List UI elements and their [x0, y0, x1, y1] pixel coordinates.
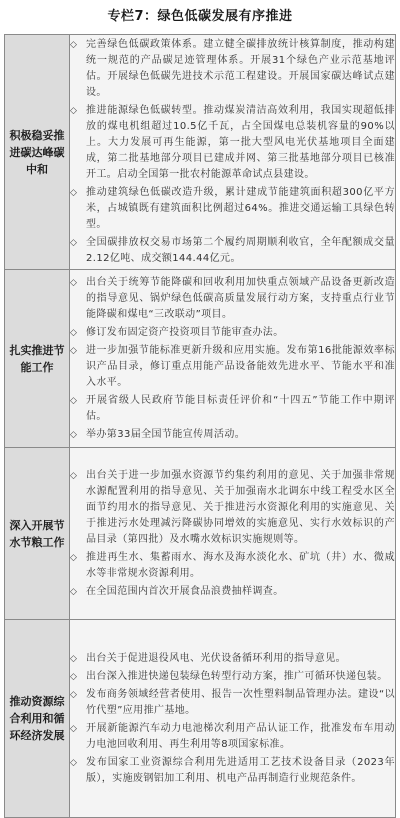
list-item: ◇ 进一步加强节能标准更新升级和应用实施。发布第16批能源效率标识产品目录，修订重点用能产品设备能效先进水平、节能水平和准入水平。 — [70, 344, 395, 388]
diamond-bullet-icon: ◇ — [70, 395, 77, 406]
diamond-bullet-icon: ◇ — [70, 188, 77, 198]
list-item: ◇ 举办第33届全国节能宣传周活动。 — [70, 427, 395, 443]
list-item: ◇ 出台关于统筹节能降碳和回收利用加快重点领域产品设备更新改造的指导意见、锅炉绿色低碳高质量发展行动方案，支持重点行业节能降碳和煤电“三改联动”项目。 — [70, 276, 395, 320]
diamond-bullet-icon: ◇ — [70, 106, 77, 116]
list-item: ◇ 推进再生水、集蓄雨水、海水及海水淡化水、矿坑（井）水、微咸水等非常规水资源利用。 — [70, 551, 395, 579]
diamond-bullet-icon: ◇ — [70, 470, 77, 481]
diamond-bullet-icon: ◇ — [70, 429, 77, 440]
list-item: ◇ 发布国家工业资源综合利用先进适用工艺技术设备目录（2023年版），实施废钢铝加工利用、机电产品再制造行业规范条件。 — [70, 756, 395, 784]
list-item: ◇ 在全国范围内首次开展食品浪费抽样调查。 — [70, 584, 395, 600]
diamond-bullet-icon: ◇ — [70, 689, 77, 700]
diamond-bullet-icon: ◇ — [70, 723, 77, 734]
diamond-bullet-icon: ◇ — [70, 586, 77, 597]
list-item: ◇ 出台关于促进退役风电、光伏设备循环利用的指导意见。 — [70, 651, 395, 667]
section-items — [70, 448, 396, 620]
section-items — [70, 620, 396, 818]
section-category: 扎实推进节能工作 — [5, 270, 70, 448]
list-item: ◇ 完善绿色低碳政策体系。建立健全碳排放统计核算制度，推动构建统一规范的产品碳足迹管理体系。开展31个绿色产业示范基地评估。开展绿色低碳先进技术示范工程建设。开展国家碳达峰试点建设。 — [70, 39, 395, 98]
list-item: ◇ 出台深入推进快递包装绿色转型行动方案，推广可循环快递包装。 — [70, 669, 395, 685]
section-items — [70, 35, 396, 270]
list-item: ◇ 开展新能源汽车动力电池梯次利用产品认证工作，批准发布车用动力电池回收利用、再生利用等8项国家标准。 — [70, 722, 395, 750]
section-row — [5, 448, 396, 620]
list-item: ◇ 出台关于进一步加强水资源节约集约利用的意见、关于加强非常规水源配置利用的指导意见、关于加强南水北调东中线工程受水区全面节约用水的指导意见、关于推进污水资源化利用的实施意见、关于推进污水处理减污降碳协同增效的实施意见、实行水效标识的产品目录（第四批）及水嘴水效标识实施规则等。 — [70, 469, 395, 545]
diamond-bullet-icon: ◇ — [70, 671, 77, 682]
section-row — [5, 620, 396, 818]
diamond-bullet-icon: ◇ — [70, 345, 77, 356]
section-row — [5, 270, 396, 448]
list-item: ◇ 修订发布固定资产投资项目节能审查办法。 — [70, 325, 395, 341]
list-item: ◇ 推动建筑绿色低碳改造升级，累计建成节能建筑面积超300亿平方米，占城镇既有建筑面积比例超过64%。推进交通运输工具绿色转型。 — [70, 187, 395, 230]
diamond-bullet-icon: ◇ — [70, 653, 77, 664]
list-item: ◇ 开展省级人民政府节能目标责任评价和“十四五”节能工作中期评估。 — [70, 394, 395, 422]
section-category: 积极稳妥推进碳达峰碳中和 — [5, 35, 70, 270]
section-category: 深入开展节水节粮工作 — [5, 448, 70, 620]
diamond-bullet-icon: ◇ — [70, 238, 77, 248]
section-items — [70, 270, 396, 448]
diamond-bullet-icon: ◇ — [70, 277, 77, 288]
section-category: 推动资源综合利用和循环经济发展 — [5, 620, 70, 818]
column-table — [4, 34, 396, 818]
section-row — [5, 35, 396, 270]
diamond-bullet-icon: ◇ — [70, 757, 77, 768]
list-item: ◇ 全国碳排放权交易市场第二个履约周期顺利收官，全年配额成交量2.12亿吨、成交额144.44亿元。 — [70, 237, 395, 264]
column-title: 专栏7：绿色低碳发展有序推进 — [107, 9, 293, 24]
list-item: ◇ 发布商务领域经营者使用、报告一次性塑料制品管理办法。建设“以竹代塑”应用推广基地。 — [70, 688, 395, 716]
diamond-bullet-icon: ◇ — [70, 552, 77, 563]
list-item: ◇ 推进能源绿色低碳转型。推动煤炭清洁高效利用，我国实现超低排放的煤电机组超过10.5亿千瓦，占全国煤电总装机容量的90%以上。大力发展可再生能源，第一批大型风电光伏基地项目全面建成，第二批基地部分项目已建成并网、第三批基地部分项目已核准开工。启动全国第一批农村能源革命试点县建设。 — [70, 105, 395, 180]
diamond-bullet-icon: ◇ — [70, 40, 77, 50]
diamond-bullet-icon: ◇ — [70, 327, 77, 338]
